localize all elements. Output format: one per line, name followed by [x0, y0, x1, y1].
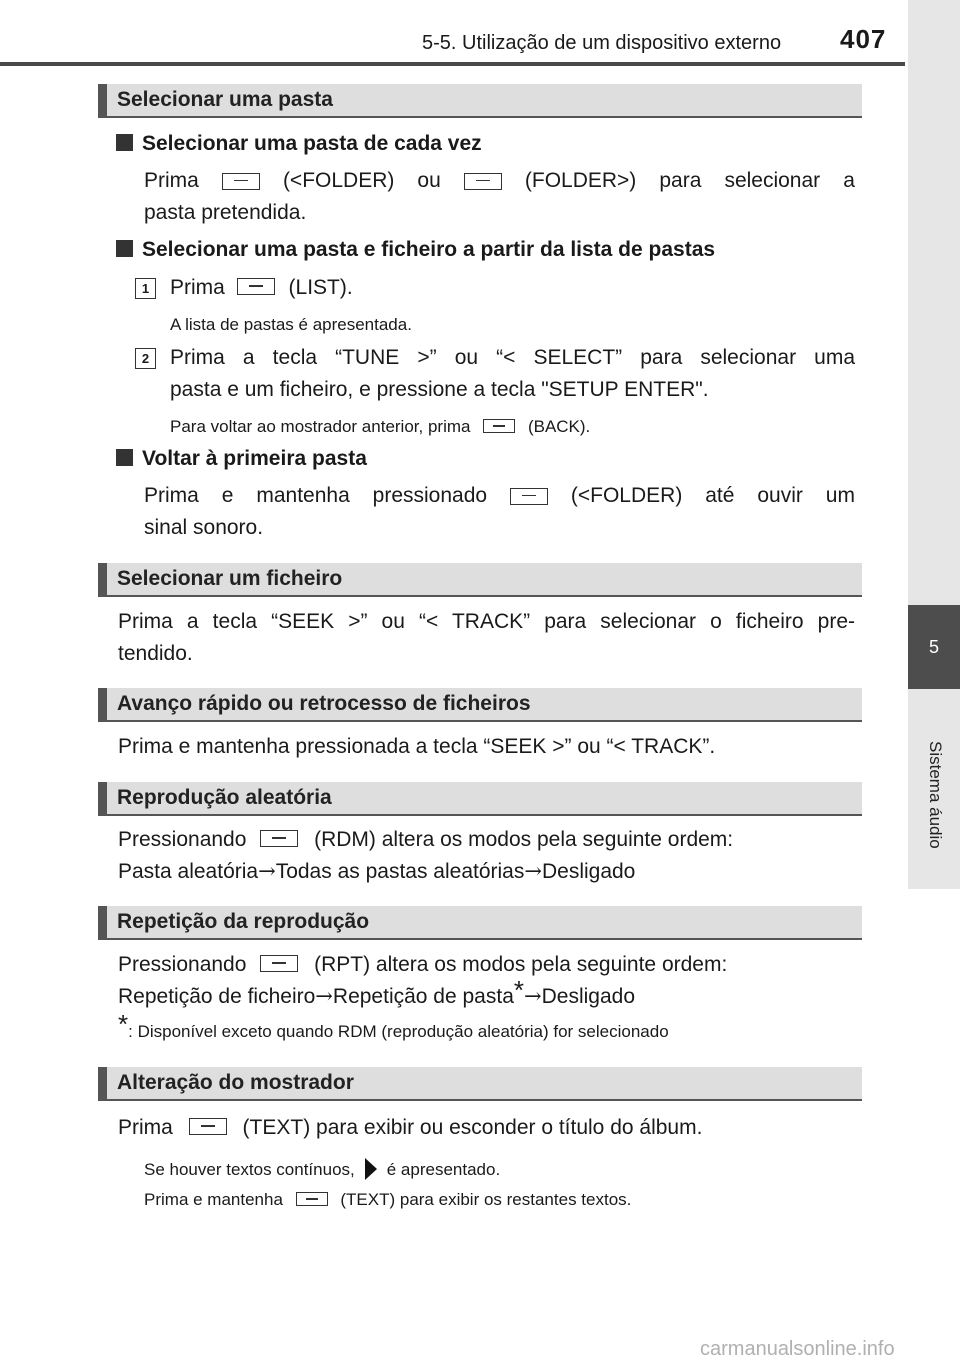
- radio-button-icon: [464, 173, 502, 190]
- section-title-display: Alteração do mostrador: [98, 1067, 862, 1101]
- header-rule: [0, 62, 905, 66]
- sequence-arrow: →: [258, 859, 276, 883]
- radio-button-icon: [296, 1192, 328, 1206]
- radio-button-icon: [260, 830, 298, 847]
- paragraph-line: Pressionando (RDM) altera os modos pela seguinte ordem:: [118, 828, 734, 851]
- radio-button-icon: [189, 1118, 227, 1135]
- section-title-fast-forward: Avanço rápido ou retrocesso de ficheiros: [98, 688, 862, 722]
- paragraph-line: Prima e mantenha pressionada a tecla “SEEK >” ou “< TRACK”.: [118, 735, 716, 758]
- page-number: 407: [840, 24, 887, 54]
- step-number: 1: [135, 278, 156, 299]
- step-text: Prima a tecla “TUNE >” ou “< SELECT” para selecionar uma: [170, 346, 855, 369]
- paragraph-line: tendido.: [118, 642, 193, 665]
- square-bullet-icon: [116, 449, 133, 466]
- footnote: *: Disponível exceto quando RDM (reprodução aleatória) for selecionado: [118, 1009, 669, 1041]
- paragraph: Prima (<FOLDER) ou (FOLDER>) para selecionar a: [144, 169, 855, 192]
- radio-button-icon: [222, 173, 260, 190]
- step-note: Para voltar ao mostrador anterior, prima (BACK).: [170, 417, 591, 436]
- chapter-title: 5-5. Utilização de um dispositivo externo: [422, 32, 782, 54]
- subsection-heading: Selecionar uma pasta de cada vez: [116, 132, 482, 156]
- note-line: Se houver textos contínuos, é apresentado.: [144, 1160, 501, 1179]
- paragraph-line: Prima a tecla “SEEK >” ou “< TRACK” para selecionar o ficheiro pre-: [118, 610, 855, 633]
- radio-button-icon: [510, 488, 548, 505]
- step-text: Prima (LIST).: [170, 276, 353, 299]
- step-number: 2: [135, 348, 156, 369]
- square-bullet-icon: [116, 134, 133, 151]
- subsection-heading: Voltar à primeira pasta: [116, 447, 367, 471]
- radio-button-icon: [483, 419, 515, 433]
- sequence-arrow: →: [524, 859, 542, 883]
- note-line: Prima e mantenha (TEXT) para exibir os restantes textos.: [144, 1190, 632, 1209]
- watermark: carmanualsonline.info: [700, 1338, 895, 1360]
- radio-button-icon: [237, 278, 275, 295]
- side-tab-label: Sistema áudio: [926, 741, 945, 849]
- section-title-select-folder: Selecionar uma pasta: [98, 84, 862, 118]
- section-title-random: Reprodução aleatória: [98, 782, 862, 816]
- section-title-repeat: Repetição da reprodução: [98, 906, 862, 940]
- square-bullet-icon: [116, 240, 133, 257]
- paragraph-line: Repetição de ficheiro→Repetição de pasta*→Desligado: [118, 975, 636, 1008]
- continuation-arrow-icon: [365, 1158, 377, 1180]
- section-title-select-file: Selecionar um ficheiro: [98, 563, 862, 597]
- paragraph-line: Prima (TEXT) para exibir ou esconder o título do álbum.: [118, 1116, 703, 1139]
- sequence-arrow: →: [524, 984, 542, 1008]
- side-tab-number: 5: [908, 605, 960, 689]
- step-text: pasta e um ficheiro, e pressione a tecla "SETUP ENTER".: [170, 378, 709, 401]
- radio-button-icon: [260, 955, 298, 972]
- paragraph-line: Pressionando (RPT) altera os modos pela seguinte ordem:: [118, 953, 728, 976]
- subsection-heading: Selecionar uma pasta e ficheiro a partir da lista de pastas: [116, 238, 715, 262]
- step-note: A lista de pastas é apresentada.: [170, 315, 412, 334]
- paragraph: Prima e mantenha pressionado (<FOLDER) até ouvir um: [144, 484, 855, 507]
- sequence-arrow: →: [315, 984, 333, 1008]
- side-tab-top: [908, 0, 960, 605]
- footnote-marker: *: [513, 975, 524, 1005]
- paragraph-line: pasta pretendida.: [144, 201, 307, 224]
- paragraph-line: sinal sonoro.: [144, 516, 264, 539]
- paragraph-line: Pasta aleatória→Todas as pastas aleatórias→Desligado: [118, 859, 636, 883]
